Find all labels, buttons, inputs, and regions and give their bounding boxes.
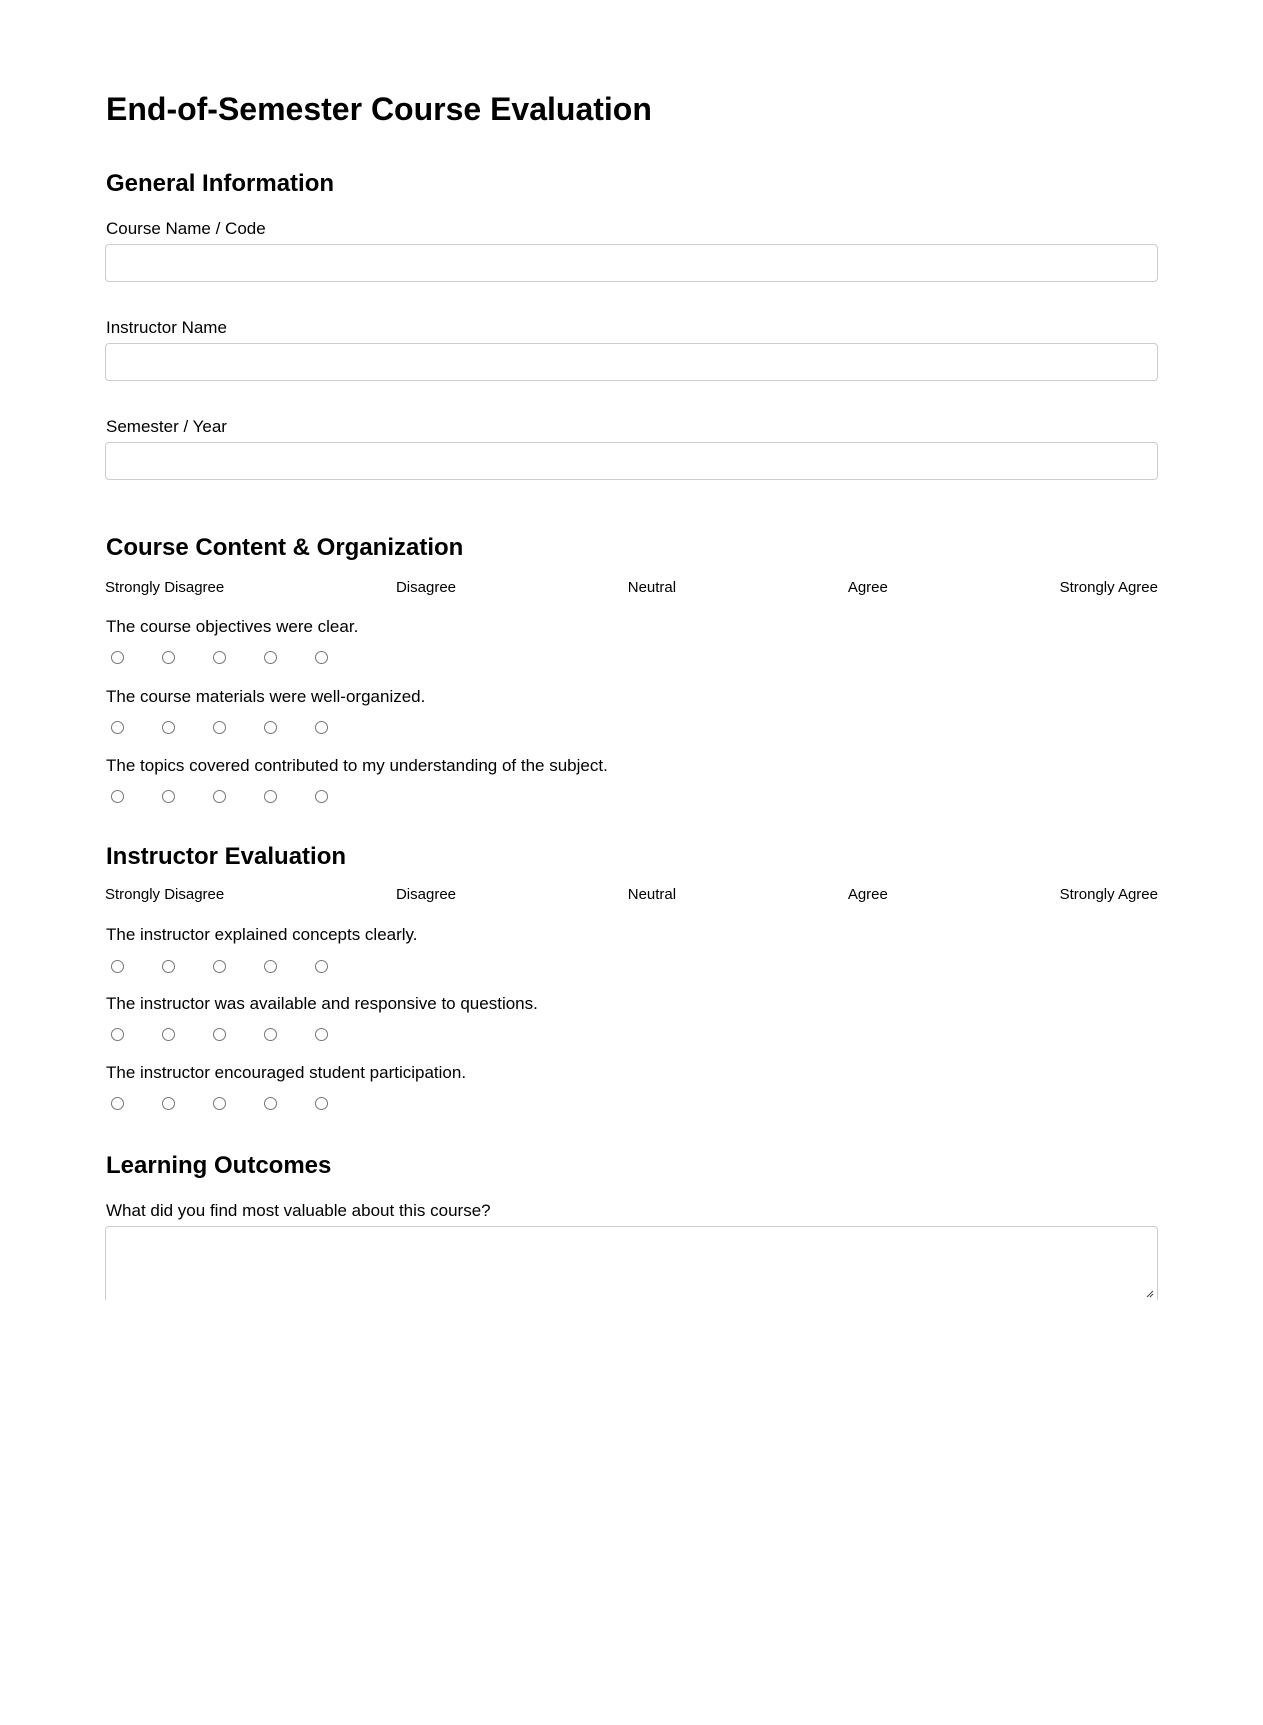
question-text: The topics covered contributed to my understanding of the subject. [106,756,608,775]
scale-label-disagree: Disagree [395,579,456,596]
scale-label-agree: Agree [847,579,888,596]
radio-strongly-agree[interactable] [315,1097,328,1110]
radio-strongly-agree[interactable] [315,960,328,973]
rating-radio-group [111,959,328,973]
radio-disagree[interactable] [162,651,175,664]
rating-scale-labels [105,579,1158,597]
question-text: The course materials were well-organized. [106,687,426,706]
course-name-input[interactable] [105,244,1158,282]
resize-handle-icon[interactable] [1146,1290,1154,1298]
most-valuable-label: What did you find most valuable about this course? [106,1201,491,1220]
radio-disagree[interactable] [162,721,175,734]
scale-label-strongly-agree: Strongly Agree [1059,579,1158,596]
radio-strongly-disagree[interactable] [111,1097,124,1110]
section-heading-course-content: Course Content & Organization [106,534,464,561]
radio-agree[interactable] [264,1028,277,1041]
radio-agree[interactable] [264,790,277,803]
radio-disagree[interactable] [162,1097,175,1110]
instructor-name-input[interactable] [105,343,1158,381]
radio-disagree[interactable] [162,960,175,973]
scale-label-agree: Agree [847,886,888,903]
radio-neutral[interactable] [213,1028,226,1041]
section-heading-instructor-evaluation: Instructor Evaluation [106,843,347,870]
radio-disagree[interactable] [162,790,175,803]
radio-strongly-disagree[interactable] [111,790,124,803]
rating-scale-labels [105,886,1158,904]
section-heading-general-information: General Information [106,170,335,197]
scale-label-strongly-disagree: Strongly Disagree [105,579,225,596]
radio-neutral[interactable] [213,651,226,664]
radio-agree[interactable] [264,960,277,973]
scale-label-neutral: Neutral [627,886,677,903]
radio-strongly-agree[interactable] [315,1028,328,1041]
radio-strongly-agree[interactable] [315,721,328,734]
radio-disagree[interactable] [162,1028,175,1041]
rating-radio-group [111,789,328,803]
section-heading-learning-outcomes: Learning Outcomes [106,1152,332,1179]
radio-strongly-agree[interactable] [315,790,328,803]
radio-neutral[interactable] [213,1097,226,1110]
rating-radio-group [111,1096,328,1110]
rating-radio-group [111,1027,328,1041]
radio-agree[interactable] [264,651,277,664]
page-title: End-of-Semester Course Evaluation [106,91,652,127]
question-text: The instructor explained concepts clearly. [106,925,418,944]
evaluation-form [105,0,1158,1300]
radio-neutral[interactable] [213,960,226,973]
radio-agree[interactable] [264,721,277,734]
radio-strongly-agree[interactable] [315,651,328,664]
semester-year-input[interactable] [105,442,1158,480]
radio-strongly-disagree[interactable] [111,1028,124,1041]
question-text: The instructor was available and responsive to questions. [106,994,538,1013]
radio-strongly-disagree[interactable] [111,960,124,973]
course-name-label: Course Name / Code [106,219,266,238]
question-text: The instructor encouraged student participation. [106,1063,467,1082]
question-text: The course objectives were clear. [106,617,359,636]
rating-radio-group [111,650,328,664]
radio-strongly-disagree[interactable] [111,651,124,664]
scale-label-disagree: Disagree [395,886,456,903]
radio-neutral[interactable] [213,790,226,803]
most-valuable-textarea[interactable] [105,1226,1158,1300]
rating-radio-group [111,720,328,734]
semester-year-label: Semester / Year [106,417,227,436]
radio-strongly-disagree[interactable] [111,721,124,734]
instructor-name-label: Instructor Name [106,318,227,337]
scale-label-strongly-disagree: Strongly Disagree [105,886,225,903]
radio-agree[interactable] [264,1097,277,1110]
scale-label-strongly-agree: Strongly Agree [1059,886,1158,903]
scale-label-neutral: Neutral [627,579,677,596]
radio-neutral[interactable] [213,721,226,734]
